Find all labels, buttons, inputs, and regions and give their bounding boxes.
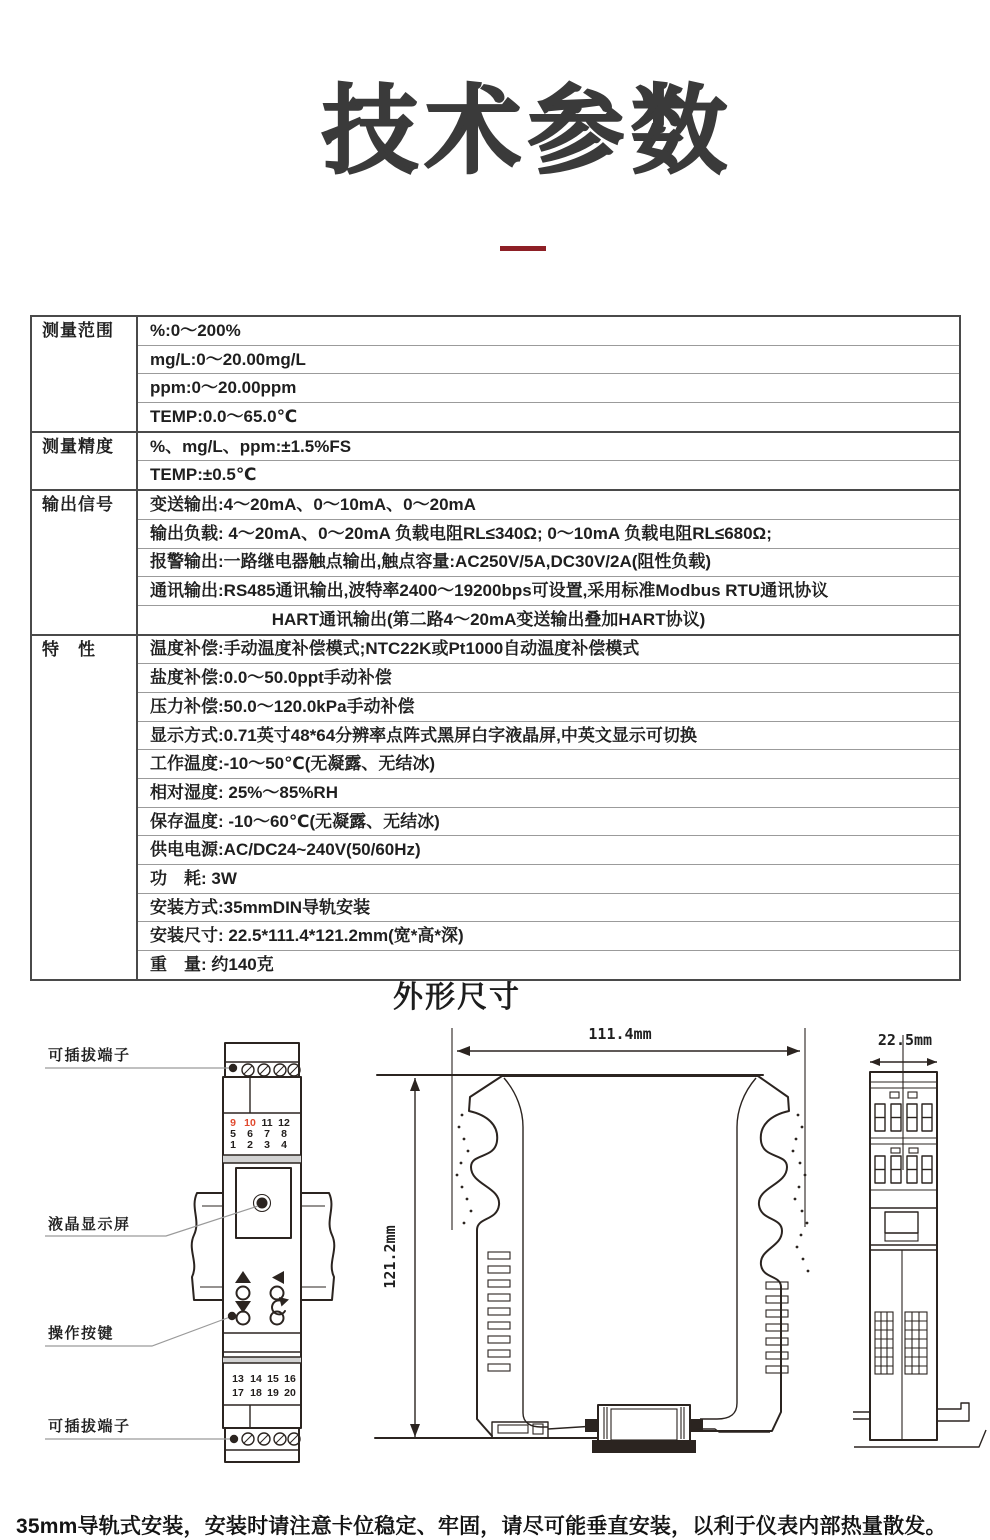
- dim-depth-label: 22.5mm: [877, 1031, 933, 1049]
- spec-group-label: 输出信号: [31, 490, 137, 634]
- spec-row: 变送输出:4～20mA、0～10mA、0～20mA: [137, 490, 960, 519]
- callout-bottom-terminal: [45, 1417, 238, 1443]
- spec-group-label: 特 性: [31, 635, 137, 980]
- spec-row: 报警输出:一路继电器触点输出,触点容量:AC250V/5A,DC30V/2A(阻性负载): [137, 548, 960, 577]
- spec-row: 压力补偿:50.0～120.0kPa手动补偿: [137, 692, 960, 721]
- spec-group-label: 测量范围: [31, 316, 137, 432]
- page-title: 技术参数: [322, 78, 734, 185]
- width-dimension: [452, 1025, 805, 1230]
- spec-row: 输出负载: 4～20mA、0～20mA 负载电阻RL≤340Ω; 0～10mA 负载电阻RL≤680Ω;: [137, 519, 960, 548]
- callout-display: [45, 1206, 258, 1236]
- lcd-screen: [236, 1168, 291, 1238]
- dim-width-label: 111.4mm: [588, 1025, 652, 1043]
- spec-row: HART通讯输出(第二路4～20mA变送输出叠加HART协议): [137, 605, 960, 634]
- spec-row: TEMP:0.0～65.0℃: [137, 403, 960, 432]
- end-view-drawing: [850, 1020, 990, 1480]
- spec-row: 安装尺寸: 22.5*111.4*121.2mm(宽*高*深): [137, 922, 960, 951]
- terminal-number: 20: [284, 1387, 296, 1399]
- spec-row: TEMP:±0.5℃: [137, 461, 960, 490]
- terminal-number: 10: [244, 1117, 256, 1129]
- callout-buttons: [45, 1312, 236, 1346]
- terminal-number-grid-bottom: [232, 1373, 296, 1399]
- screw-icon: [242, 1433, 300, 1445]
- spec-table: [30, 315, 961, 981]
- screw-icon: [242, 1064, 300, 1076]
- spec-row: 安装方式:35mmDIN导轨安装: [137, 893, 960, 922]
- side-view-drawing: [365, 1015, 830, 1475]
- terminal-number-grid-top: [230, 1117, 290, 1151]
- terminal-number: 3: [264, 1139, 270, 1151]
- spec-row: ppm:0～20.00ppm: [137, 374, 960, 403]
- vent-slats-right: [766, 1282, 788, 1373]
- front-view-drawing: [30, 1030, 360, 1475]
- callout-top-terminal: [45, 1046, 237, 1072]
- spec-row: 供电电源:AC/DC24~240V(50/60Hz): [137, 836, 960, 865]
- spec-row: 功 耗: 3W: [137, 865, 960, 894]
- terminal-number: 1: [230, 1139, 236, 1151]
- spec-row: 保存温度: -10～60℃(无凝露、无结冰): [137, 807, 960, 836]
- terminal-number: 7: [264, 1128, 270, 1140]
- terminal-number: 6: [247, 1128, 253, 1140]
- callout-label: 液晶显示屏: [48, 1216, 131, 1233]
- terminal-number: 14: [250, 1373, 262, 1385]
- callout-label: 操作按键: [48, 1325, 115, 1342]
- vent-slats-left: [488, 1252, 510, 1371]
- spec-row: 通讯输出:RS485通讯输出,波特率2400～19200bps可设置,采用标准Modbus RTU通讯协议: [137, 577, 960, 606]
- spec-row: 盐度补偿:0.0～50.0ppt手动补偿: [137, 664, 960, 693]
- depth-dimension: [870, 1031, 937, 1170]
- spec-row: 显示方式:0.71英寸48*64分辨率点阵式黑屏白字液晶屏,中英文显示可切换: [137, 721, 960, 750]
- terminal-number: 8: [281, 1128, 287, 1140]
- terminal-number: 16: [284, 1373, 296, 1385]
- terminal-number: 2: [247, 1139, 253, 1151]
- height-dimension: [377, 1075, 763, 1437]
- terminal-number: 17: [232, 1387, 244, 1399]
- top-terminal-block: [225, 1043, 300, 1077]
- terminal-number: 9: [230, 1117, 236, 1129]
- terminal-number: 12: [278, 1117, 290, 1129]
- dimensions-heading: 外形尺寸: [393, 981, 521, 1014]
- spec-row: %:0～200%: [150, 320, 241, 340]
- spec-row: 重 量: 约140克: [137, 951, 960, 980]
- spec-row: mg/L:0～20.00mg/L: [137, 345, 960, 374]
- spec-row: %、mg/L、ppm:±1.5%FS: [137, 432, 960, 461]
- terminal-number: 13: [232, 1373, 244, 1385]
- vent-grid-right: [905, 1312, 927, 1374]
- spec-row: 相对湿度: 25%～85%RH: [137, 779, 960, 808]
- operation-buttons: [235, 1271, 289, 1325]
- din-clip: [375, 1405, 770, 1453]
- din-rail: [192, 1193, 335, 1300]
- terminal-number: 19: [267, 1387, 279, 1399]
- terminal-number: 4: [281, 1139, 287, 1151]
- title-divider: [500, 246, 546, 251]
- module-side-profile: [456, 1076, 810, 1436]
- terminal-number: 5: [230, 1128, 236, 1140]
- callout-label: 可插拔端子: [48, 1047, 131, 1064]
- spec-group-label: 测量精度: [31, 432, 137, 490]
- left-button-icon: [272, 1271, 284, 1284]
- dim-height-label: 121.2mm: [381, 1225, 399, 1289]
- spec-row: 工作温度:-10～50℃(无凝露、无结冰): [137, 750, 960, 779]
- terminal-number: 15: [267, 1373, 279, 1385]
- bottom-terminal-block: [225, 1428, 300, 1462]
- callout-label: 可插拔端子: [48, 1418, 131, 1435]
- spec-row: 温度补偿:手动温度补偿模式;NTC22K或Pt1000自动温度补偿模式: [137, 635, 960, 664]
- left-button: [271, 1287, 284, 1300]
- terminal-number: 11: [261, 1117, 273, 1129]
- installation-note: 35mm导轨式安装，安装时请注意卡位稳定、牢固，请尽可能垂直安装，以利于仪表内部热量散发。: [16, 1515, 947, 1538]
- down-button: [237, 1312, 250, 1325]
- break-dots: [456, 1114, 810, 1273]
- vent-grid-left: [875, 1312, 893, 1374]
- up-button-icon: [235, 1271, 251, 1283]
- up-button: [237, 1287, 250, 1300]
- terminal-number: 18: [250, 1387, 262, 1399]
- connector-socket: [870, 1208, 937, 1245]
